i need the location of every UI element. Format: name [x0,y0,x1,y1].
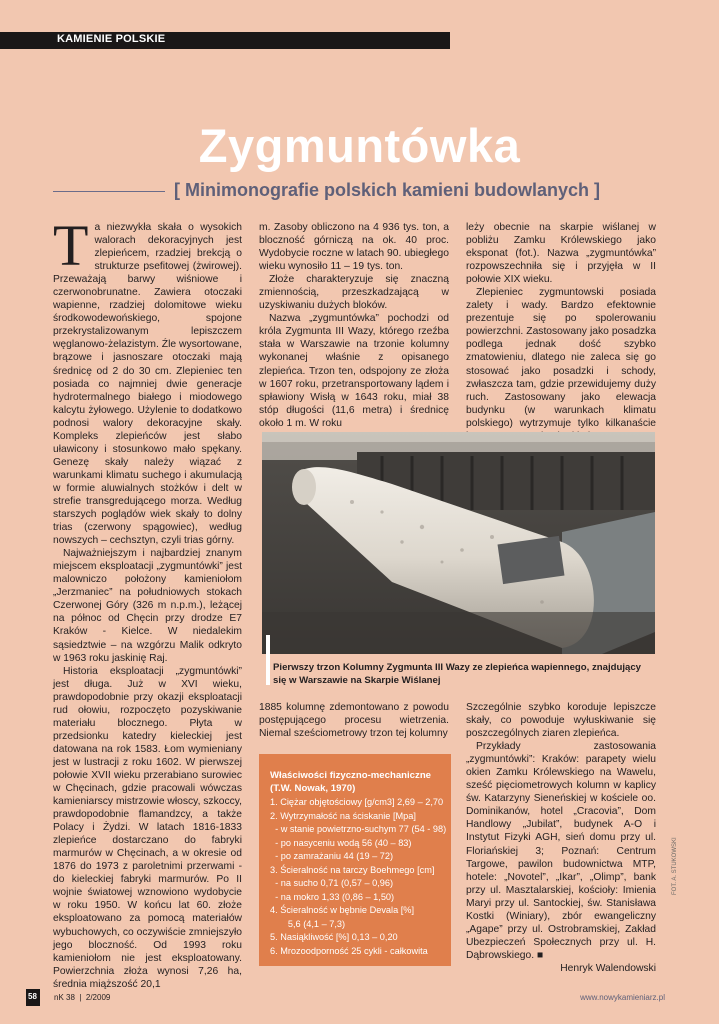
text-column-1 [53,213,242,991]
paragraph: Historia eksploatacji „zygmuntówki” jest długa. Już w XVI wieku, prawdopodobnie przy okazji eksploatacji rud ołowiu, rozpoczęto pozyskiwanie materiału blocznego. Płyta w przedsionku katedry kieleckiej jest datowana na rok 1583. Łom wymieniany jest w lustracji z roku 1602. W pierwszej połowie XVII wieku przerabiano surowiec w Chęcinach, gdzie pracowali wówczas kamieniarscy mistrzowie włoscy, szkoccy, prawdopodobnie flamandzcy, a także Polacy i Żydzi. W latach 1816-1833 zlepieńce dostarczano do fabryki marmurów w Chęcinach, a w okresie od 1876 do 1973 z paroletnimi przerwami - do kieleckiej fabryki marmurów. Po II wojnie światowej wznowiono wydobycie w roku 1950. W końcu lat 60. złoże eksploatowano za pomocą materiałów wybuchowych, co oczywiście zmniejszyło jego bloczność. Od 1993 roku kamieniołom nie jest eksploatowany. Powierzchnia złoża wynosi 7,26 ha, średnia miąższość 20,1 [53,665,242,990]
paragraph: Przykłady zastosowania „zygmuntówki”: Kraków: parapety wielu okien Zamku Królewskiego na Wawelu, sześć pięciometrowych kolumn w kaplicy św. Katarzyny Sieneńskiej w kościele oo. Dominikanów, hotel „Cracovia”, Dom Handlowy „Jubilat”, budynek A-O i Instytut Fizyki AGH, sień domu przy ul. Floriańskiej 3; Poznań: Centrum Targowe, pawilon budownictwa MTP, hotele: „Novotel”, „Ikar”, „Olimp”, bank przy ul. Masztalarskiej, kościoły: Imienia Maryi przy ul. Santockiej, św. Stanisława Kostki (Winiary), zbór ewangeliczny „Agape” przy ul. Ostrobramskiej, Zakład Ubezpieczeń Społecznych przy ul. H. Dąbrowskiego. ■ [466,741,656,961]
properties-title [270,769,431,795]
author-name: Henryk Walendowski [560,962,656,974]
column-shaft-photo [262,432,655,654]
text-column-2-continued [259,701,449,740]
property-item: - w stanie powietrzno-suchym 77 (54 - 98) [270,824,447,834]
paragraph: a niezwykła skała o wysokich walorach dekoracyjnych jest zlepieńcem, rzadziej brekcją o strukturze psefitowej (żwirowej). Przeważają barwy wiśniowe i czerwonobrunatne. Zawiera otoczaki wapienne, rzadziej dolomitowe wieku środkowodewońskiego, spojone przekrystalizowanym lepiszczem węglanowo-żelazistym. Źle wysortowane, brązowe i jasnoszare otoczaki mają średnicę od 2 do 30 cm. Zlepieniec ten posiada co najmniej dwie generacje hydrotermalnego białego i miodowego kalcytu żyłowego. Użylenie to dodatkowo podnosi walory dekoracyjne skały. Kompleks zlepieńców jest słabo uławicony i stosunkowo mało spękany. Genezę skały należy wiązać z warunkami klimatu suchego i akumulacją w formie aluwialnych stożków i delt w strefie transgredującego morza. Według starszych poglądów wiek skały to dolny trias (czerwony spągowiec), według nowszych – cechsztyn, czyli trias górny. [53,222,242,547]
drop-cap: T [53,213,89,278]
paragraph: 1885 kolumnę zdemontowano z powodu postępującego procesu wietrzenia. Niemal sześciometrowy trzon tej kolumny [259,702,449,740]
property-item: 2. Wytrzymałość na ściskanie [Mpa] [270,810,416,821]
paragraph: m. Zasoby obliczono na 4 936 tys. ton, a bloczność górniczą na ok. 40 proc. Wydobycie roczne w latach 90. ubiegłego wieku wynosiło 11 – 19 tys. ton. [259,222,449,273]
property-item: - po zamrażaniu 44 (19 – 72) [270,851,394,861]
property-item: 3. Ścieralność na tarczy Boehmego [cm] [270,864,435,875]
article-title: Zygmuntówka [198,119,521,172]
properties-source: (T.W. Nowak, 1970) [270,783,356,794]
paragraph: leży obecnie na skarpie wiślanej w pobliżu Zamku Królewskiego jako eksponat (fot.). Nazwa „zygmuntówka” rozpowszechniła się i przyjęła w II połowie XIX wieku. [466,222,656,286]
text-column-3-continued [466,701,656,975]
page-number: 58 [28,992,37,1001]
photo-credit: FOT. A. STUKOWSKI [672,837,678,895]
properties-title-line: Właściwości fizyczno-mechaniczne [270,770,432,781]
property-item: 5. Nasiąkliwość [%] 0,13 – 0,20 [270,932,398,942]
text-column-2 [259,221,449,430]
paragraph: Szczególnie szybko koroduje lepiszcze skały, co powoduje wyłuskiwanie się poszczególnych ziaren zlepieńca. [466,702,656,740]
property-item: 6. Mrozoodporność 25 cykli - całkowita [270,945,428,956]
paragraph: Najważniejszym i najbardziej znanym miejscem eksploatacji „zygmuntówki” jest malowniczo położony kamieniołom „Jerzmaniec” na południowych stokach Czerwonej Góry (326 m n.p.m.), leżącej na północ od Chęcin przy drodze E7 Kraków - Kielce. W niedalekim sąsiedztwie – na wzgórzu Malik odkryto w 1963 roku jaskinię Raj. [53,548,242,664]
photo-illustration [262,432,655,654]
section-header-label: KAMIENIE POLSKIE [57,33,166,45]
paragraph: Złoże charakteryzuje się znaczną zmiennością, przeszkadzającą w uzyskiwaniu dużych bloków. [259,274,449,312]
properties-box [259,754,451,966]
issue-info: nK 38 | 2/2009 [54,993,111,1002]
paragraph: Zlepieniec zygmuntowski posiada zalety i wady. Bardzo efektownie prezentuje się po spolerowaniu powierzchni. Zastosowany jako posadzka podlega jednak dość szybko zmatowieniu, dlatego nie zaleca się go stosować jako posadzki i schody, zwłaszcza tam, gdzie przewidujemy duży ruch. Zastosowany jako elewacja budynku (w warunkach klimatu polskiego) wytrzymuje tylko kilkanaście [466,287,656,429]
website-link[interactable]: www.nowykamieniarz.pl [580,993,665,1002]
property-item: - na sucho 0,71 (0,57 – 0,96) [270,878,394,888]
property-item: 4. Ścieralność w bębnie Devala [%] [270,905,415,915]
subtitle-rule [53,191,165,192]
property-item: - po nasyceniu wodą 56 (40 – 83) [270,837,412,848]
photo-caption: Pierwszy trzon Kolumny Zygmunta III Wazy ze zlepieńca wapiennego, znajdujący się w Warszawie na Skarpie Wiślanej [273,662,642,686]
property-item: 5,6 (4,1 – 7,3) [270,918,346,929]
article-subtitle: [ Minimonografie polskich kamieni budowlanych ] [174,180,601,200]
properties-list [270,796,446,958]
text-column-3 [466,221,656,443]
caption-accent-bar [266,635,270,685]
property-item: - na mokro 1,33 (0,86 – 1,50) [270,891,395,902]
paragraph: Nazwa „zygmuntówka” pochodzi od króla Zygmunta III Wazy, którego rzeźba stała w Warszawie na trzonie kolumny wykonanej właśnie z opisanego zlepieńca. Trzon ten, odspojony ze złoża w 1607 roku, przetransportowany lądem i spławiony Wisłą w 1643 roku, miał 38 stóp długości (11,6 metra) i średnicę około 1 m. W roku [259,313,449,429]
property-item: 1. Ciężar objętościowy [g/cm3] 2,69 – 2,70 [270,797,444,807]
